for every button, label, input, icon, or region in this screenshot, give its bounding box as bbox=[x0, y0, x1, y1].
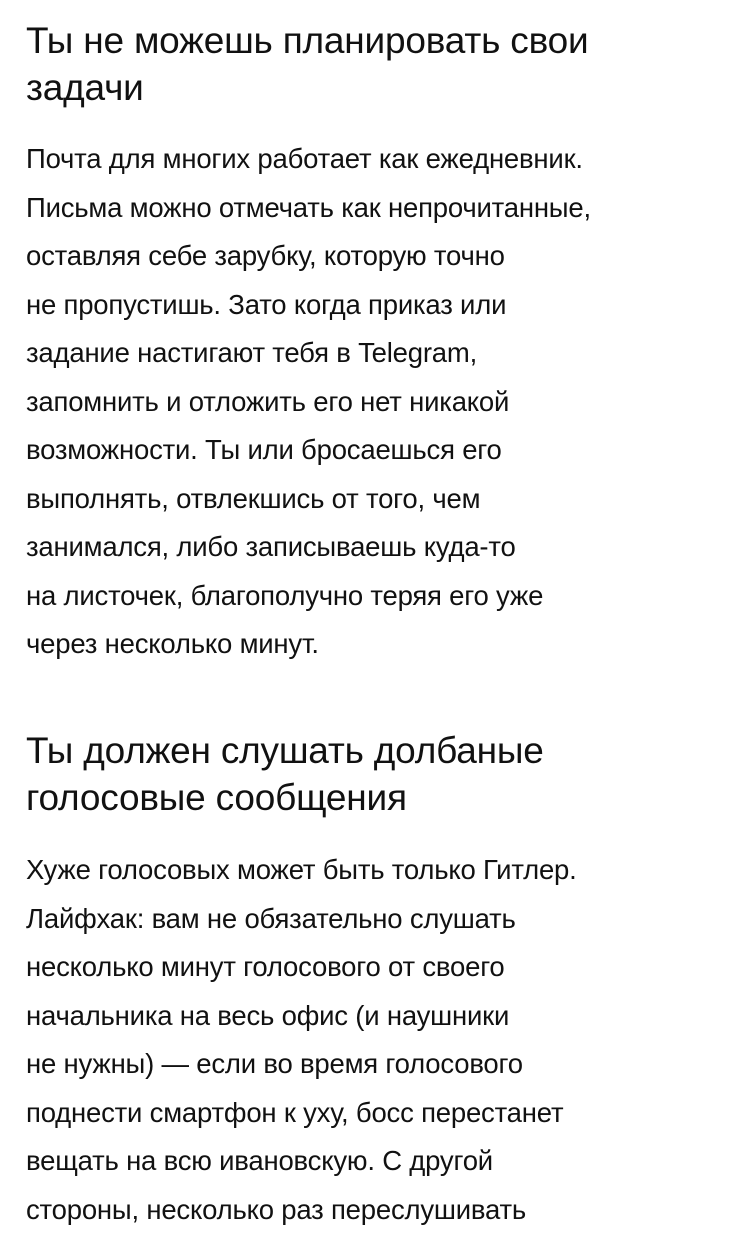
paragraph-line: несколько минут голосового от своего bbox=[26, 951, 505, 982]
paragraph-line: стороны, несколько раз переслушивать bbox=[26, 1193, 527, 1225]
paragraph-line: на листочек, благополучно теряя его уже bbox=[26, 579, 544, 611]
paragraph-line: оставляя себе зарубку, которую точно bbox=[26, 240, 505, 271]
paragraph-line: задание настигают тебя в Telegram, bbox=[26, 337, 478, 368]
paragraph-line: через несколько минут. bbox=[26, 628, 319, 659]
section-paragraph bbox=[26, 135, 591, 669]
paragraph-line: запомнить и отложить его нет никакой bbox=[26, 385, 510, 417]
paragraph-line: Лайфхак: вам не обязательно слушать bbox=[26, 902, 516, 934]
heading-line: Ты не можешь планировать свои bbox=[26, 20, 589, 61]
heading-line: голосовые сообщения bbox=[26, 777, 407, 818]
heading-line: задачи bbox=[26, 67, 144, 108]
paragraph-line: выполнять, отвлекшись от того, чем bbox=[26, 482, 481, 514]
section-heading bbox=[26, 17, 588, 111]
heading-line: Ты должен слушать долбаные bbox=[26, 730, 544, 771]
section-paragraph bbox=[26, 846, 577, 1234]
paragraph-line: Письма можно отмечать как непрочитанные, bbox=[26, 191, 591, 223]
paragraph-line: возможности. Ты или бросаешься его bbox=[26, 434, 502, 465]
paragraph-line: Почта для многих работает как ежедневник. bbox=[26, 143, 583, 174]
paragraph-line: поднести смартфон к уху, босс перестанет bbox=[26, 1096, 564, 1128]
paragraph-line: не пропустишь. Зато когда приказ или bbox=[26, 288, 507, 320]
paragraph-line: Хуже голосовых может быть только Гитлер. bbox=[26, 854, 577, 885]
paragraph-line: не нужны) — если во время голосового bbox=[26, 1048, 523, 1079]
paragraph-line: занимался, либо записываешь куда-то bbox=[26, 531, 516, 562]
paragraph-line: вещать на всю ивановскую. С другой bbox=[26, 1145, 493, 1176]
section-heading bbox=[26, 727, 544, 821]
paragraph-line: начальника на весь офис (и наушники bbox=[26, 999, 510, 1031]
